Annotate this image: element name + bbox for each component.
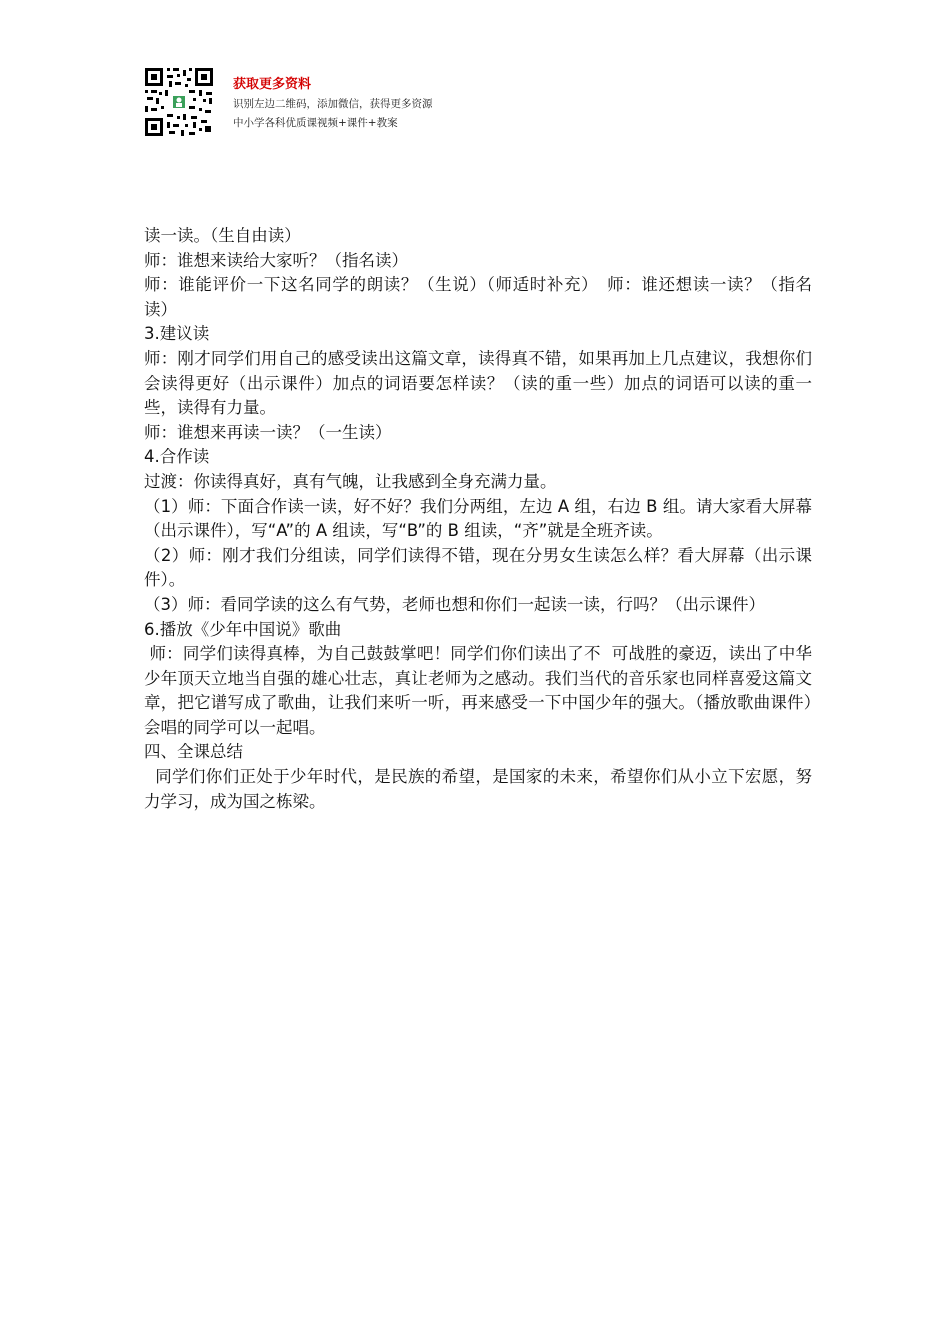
qr-code-icon[interactable]	[143, 66, 215, 138]
banner-line-1: 识别左边二维码，添加微信，获得更多资源	[233, 98, 433, 110]
paragraph: 师：同学们读得真棒，为自己鼓鼓掌吧！同学们你们读出了不 可战胜的豪迈，读出了中华少年顶天立地当自强的雄心壮志，真让老师为之感动。我们当代的音乐家也同样喜爱这篇文章，把它谱写成了歌曲，让我们来听一听，再来感受一下中国少年的强大。（播放歌曲课件）会唱的同学可以一起唱。	[144, 644, 812, 737]
paragraph: （2）师：刚才我们分组读，同学们读得不错，现在分男女生读怎么样？看大屏幕（出示课件）。	[144, 545, 812, 590]
paragraph: 师：刚才同学们用自己的感受读出这篇文章，读得真不错，如果再加上几点建议，我想你们会读得更好（出示课件）加点的词语要怎样读？（读的重一些）加点的词语可以读的重一些，读得有力量。	[144, 348, 812, 418]
paragraph: 师：谁能评价一下这名同学的朗读？（生说）（师适时补充） 师：谁还想读一读？（指名读）	[144, 275, 812, 319]
section-heading: 6.播放《少年中国说》歌曲	[144, 619, 342, 639]
paragraph: 读一读。（生自由读）	[144, 226, 301, 245]
paragraph: （1）师：下面合作读一读，好不好？我们分两组，左边 A 组，右边 B 组。请大家看大屏幕（出示课件），写“A”的 A 组读，写“B”的 B 组读，“齐”就是全班齐读。	[144, 496, 812, 541]
paragraph: 师：谁想来再读一读？（一生读）	[144, 422, 392, 442]
section-heading: 四、全课总结	[144, 742, 243, 762]
paragraph: 师：谁想来读给大家听？（指名读）	[144, 250, 408, 270]
paragraph: 同学们你们正处于少年时代，是民族的希望，是国家的未来，希望你们从小立下宏愿，努力学习，成为国之栋梁。	[144, 767, 813, 811]
paragraph: 过渡：你读得真好，真有气魄，让我感到全身充满力量。	[144, 471, 557, 491]
section-heading: 3.建议读	[144, 324, 210, 344]
section-heading: 4.合作读	[144, 447, 210, 467]
document-body	[144, 224, 812, 814]
banner-line-2: 中小学各科优质课视频+课件+教案	[233, 117, 398, 129]
paragraph: （3）师：看同学读的这么有气势，老师也想和你们一起读一读，行吗？（出示课件）	[144, 594, 765, 614]
banner-title: 获取更多资料	[233, 77, 312, 92]
resource-banner	[143, 66, 563, 138]
